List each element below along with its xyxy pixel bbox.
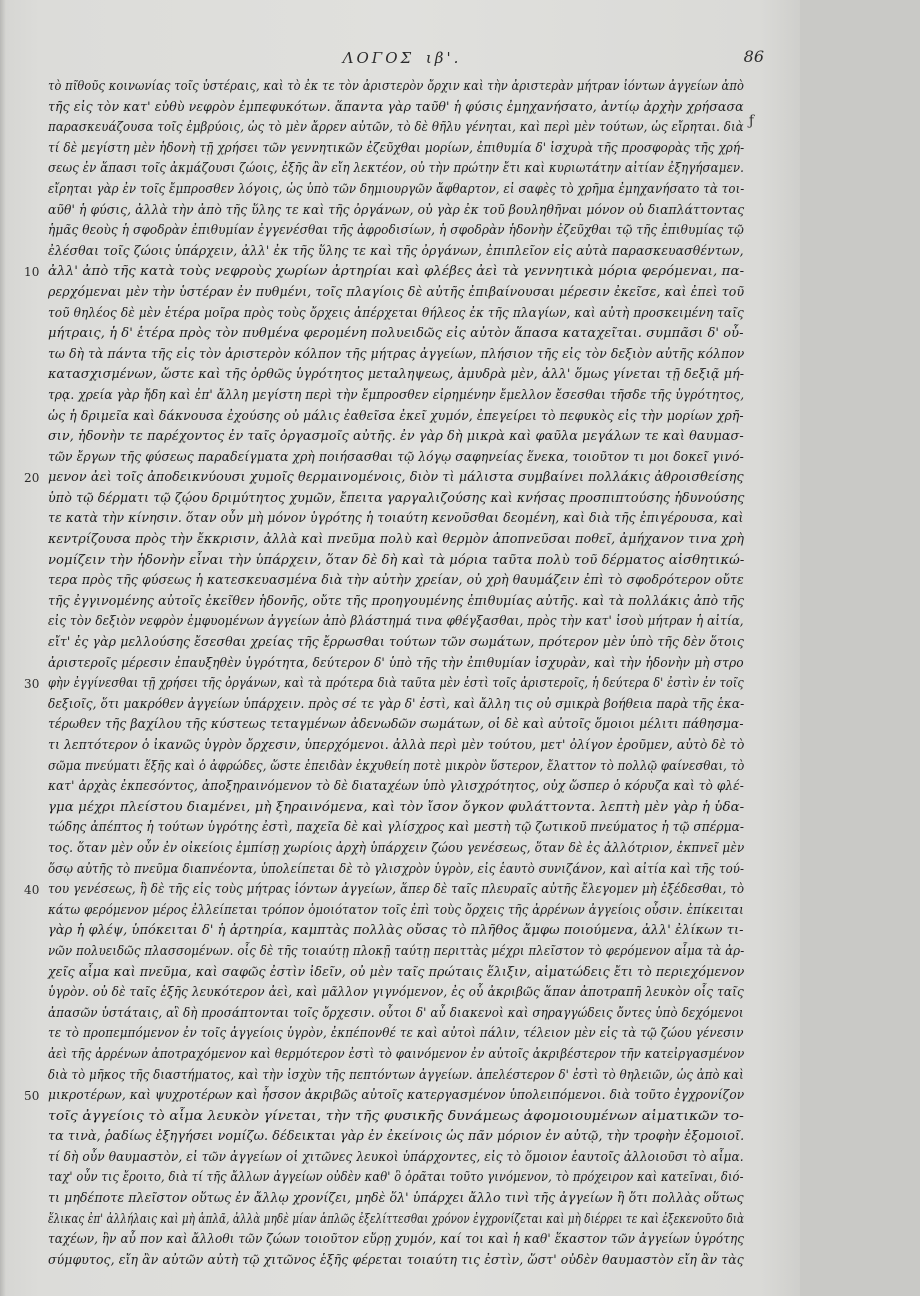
line-text: τῆς εἰς τὸν κατ' εὐθὺ νεφρὸν ἐμπεφυκότων. ἅπαντα γὰρ ταῦθ' ἡ φύσις ἐμηχανήσατο, ἀντίῳ ἀρχὴν χρήσασα [48,99,744,115]
line-text: τώδης ἀπέπτος ἡ τούτων ὑγρότης ἐστὶ, παχεῖα δὲ καὶ γλίσχρος καὶ μεστὴ τῷ ζωτικοῦ πνεύματος ἡ τῷ σπέρμα- [48,820,745,836]
line-text: ὑγρὸν. οὐ δὲ ταῖς ἑξῆς λευκότερον ἀεὶ, καὶ μᾶλλον γιγνόμενον, ἐς οὗ ἀκριβῶς ἅπαν ἀποτραπῆ λευκὸν οἷς ταῖς [48,985,744,1001]
text-line [48,324,744,345]
line-text: ἀπασῶν ὑστάταις, αἳ δὴ προσάπτονται τοῖς ὄρχεσιν. οὗτοι δ' αὖ διακενοὶ καὶ σηραγγώδεις ὄντες ὑπὸ δεχόμενοι [48,1005,744,1021]
line-text: αῦθ' ἡ φύσις, ἀλλὰ τὴν ἀπὸ τῆς ὕλης τε καὶ τῆς ὀργάνων, οὐ γὰρ ἐκ τοῦ βουληθῆναι μόνον οὐ διαπλάττοντας [48,202,745,218]
line-text: κατασχισμένων, ὥστε καὶ τῆς ὀρθῶς ὑγρότητος μεταληψεως, ἀμυδρὰ μὲν, ἀλλ' ὅμως γίνεται τῇ δεξιᾷ μή- [48,367,745,383]
line-text: δεξιοῖς, ὅτι μακρόθεν ἀγγείων ὑπάρχειν. πρὸς σέ τε γὰρ δ' ἐστὶ, καὶ ἄλλη τις οὐ σμικρὰ βοήθεια παρὰ τῆς ἑκα- [48,696,745,712]
text-line [48,365,744,386]
body-text [24,77,754,1271]
text-line [48,901,744,922]
text-line [48,1148,744,1169]
text-line [48,612,744,633]
line-text: ἀεὶ τῆς ἀρρένων ἀποτραχόμενον καὶ θερμότερον ἐστὶ τὸ φαινόμενον ἐν αὐτοῖς ἀκριβέστερον τῆν κατεἰργασμένον [48,1046,745,1062]
line-text: μικροτέρων, καὶ ψυχροτέρων καὶ ἧσσον ἀκριβῶς αὐτοῖς κατεργασμένον ὑπολειπόμενοι. διὰ τοῦτο ἐγχρονίζον [48,1088,745,1104]
line-text: μήτραις, ἡ δ' ἑτέρα πρὸς τὸν πυθμένα φερομένη πολυειδῶς εἰς αὐτὸν ἅπασα καταχεῖται. συμπᾶσι δ' οὖ- [48,326,744,342]
text-line [48,98,744,119]
text-line [48,1107,744,1128]
line-text: κάτω φερόμενον μέρος ἐλλείπεται τρόπον ὁμοιότατον τοῖς ἐπὶ τοὺς ὄρχεις τῆς ἀρρένων ἀγγείοις οὖσιν. ἐπίκειται [48,902,744,918]
line-text: ἐλέσθαι τοῖς ζώοις ὑπάρχειν, ἀλλ' ἐκ τῆς ὕλης τε καὶ τῆς ὀργάνων, ἐπιπλεῖον εἰς αὐτὰ παρασκευασθέντων, [48,243,744,259]
line-text: ἕλικας ἐπ' ἀλλήλαις καὶ μὴ ἁπλᾶ, ἀλλὰ μηδὲ μίαν ἁπλῶς ἐξελίττεσθαι χρόνον ἐγχρονίζεται καὶ μὴ διέρρει τε καὶ ἐξεκενοῦτο διὰ [48,1211,745,1227]
text-line [48,1004,744,1025]
line-text: νῶν πολυειδῶς πλασσομένων. οἷς δὲ τῆς τοιαύτῃ πλοκῇ ταύτῃ περιττὰς μέχρι πλεῖστον τὸ φερόμενον αἷμα τὰ ἀρ- [48,943,745,959]
text-line [48,1045,744,1066]
text-line [48,139,744,160]
line-text: σεως ἐν ἅπασι τοῖς ἀκμάζουσι ζώοις, ἐξῆς ἂν εἴη λεκτέον, οὐ τὴν πρώτην ἔτι καὶ κυριωτάτην αἰτίαν ἐξηγήσαμεν. [48,161,744,177]
text-line [24,674,744,695]
line-text: παρασκευάζουσα τοῖς ἐμβρύοις, ὡς τὸ μὲν ἄρρεν αὐτῶν, τὸ δὲ θῆλυ γένηται, καὶ περὶ μὲν τούτων, ὡς εἴρηται. διὰ [48,120,744,136]
text-line [48,427,744,448]
line-text: τα τινὰ, ῥαδίως ἐξηγήσει νομίζω. δέδεικται γὰρ ἐν ἐκείνοις ὡς πᾶν μόριον ἐν αὐτῷ, τὴν τροφὴν ἐξομοιοῖ. [48,1129,745,1145]
line-text: φὴν ἐγγίνεσθαι τῇ χρήσει τῆς ὀργάνων, καὶ τὰ πρότερα διὰ ταῦτα μὲν ἐστὶ τοῖς ἀριστεροῖς, ἡ δεύτερα δ' ἐστὶν ἐν τοῖς [48,676,744,692]
folio-number: 86 [743,47,764,66]
margin-mark: ƒ [748,113,754,129]
text-line [48,983,744,1004]
text-line [48,530,744,551]
text-line [48,407,744,428]
line-text: τι μηδέποτε πλεῖστον οὕτως ἐν ἄλλῳ χρονίζει, μηδὲ ὅλ' ὑπάρχει ἄλλο τινὶ τῆς ἀγγείων ἢ ὅτι πολλὰς οὕτως [48,1191,744,1207]
line-text: εἴρηται γὰρ ἐν τοῖς ἔμπροσθεν λόγοις, ὡς ὑπὸ τῶν δημιουργῶν ἄφθαρτον, εἰ σαφὲς τὸ χρῆμα ἐμηχανήσατο τὰ τοι- [48,181,745,197]
line-number: 30 [24,677,40,692]
book-number: ιβ'. [425,49,462,67]
text-line [48,1127,744,1148]
text-line [48,777,744,798]
text-line [48,921,744,942]
text-line [48,592,744,613]
text-line [24,262,745,283]
line-text: τοῦ θηλέος δὲ μὲν ἑτέρα μοῖρα πρὸς τοὺς ὄρχεις ἀπέρχεται θήλεος ἐκ τῆς πλαγίων, καὶ αὐτὴ προσκειμένη ταῖς [48,305,744,321]
line-number: 50 [24,1089,40,1104]
line-text: τῶν ἔργων τῆς φύσεως παραδείγματα χρὴ ποιήσασθαι τῷ λόγῳ σαφηνείας ἕνεκα, τοιοῦτον τι μοι δοκεῖ γινό- [48,449,744,465]
text-line [24,1086,745,1107]
line-text: σῶμα πνεύματι ἕξῆς καὶ ὁ ἀφρώδες, ὥστε ἐπειδὰν ἐκχυθείη ποτὲ μικρὸν ὕστερον, ἔλαττον τὸ πολλῷ φαίνεσθαι, τὸ [48,758,745,774]
book-page [20,35,780,1275]
line-number: 10 [24,265,40,280]
line-text: ταχ' οὖν τις ἔροιτο, διὰ τί τῆς ἄλλων ἀγγείων οὐδὲν καθ' ὃ ὁρᾶται τοῦτο γινόμενον, τὸ πρόχειρον καὶ κατεῖναι, διό- [48,1170,744,1186]
text-line [48,221,744,242]
line-text: σύμφυτος, εἴη ἂν αὐτῶν αὐτὴ τῷ χιτῶνος ἑξῆς φέρεται τοιαύτη τις ἐστὶν, ὥστ' οὐδὲν θαυμαστὸν εἴη ἂν τὰς [48,1252,744,1268]
text-line [48,963,744,984]
line-text: τί δὴ οὖν θαυμαστὸν, εἰ τῶν ἀγγείων οἱ χιτῶνες λευκοὶ ὑπάρχοντες, εἰς τὸ ὅμοιον ἑαυτοῖς ἀλλοιοῦσι τὸ αἷμα. [48,1149,744,1165]
text-line [48,448,744,469]
text-line [48,654,744,675]
text-line [48,757,744,778]
text-line [48,77,744,98]
text-line [48,860,744,881]
line-text: ἀριστεροῖς μέρεσιν ἐπαυξηθὲν ὑγρότητα, δεύτερον δ' ὑπὸ τῆς τὴν ἐπιθυμίαν ἰσχυρὰν, καὶ τὴν ἡδονὴν μὴ στρο [48,655,744,671]
text-line [48,1230,744,1251]
text-line [24,880,745,901]
text-line [48,345,744,366]
line-text: τρᾳ. χρεία γὰρ ἤδη καὶ ἐπ' ἄλλη μεγίστη περὶ τὴν ἔμπροσθεν εἰρημένην ἔμελλον ἔσεσθαι τῆσδε τῆς ὑγρότητος, [48,387,745,403]
line-text: τί δὲ μεγίστη μὲν ἡδονὴ τῇ χρήσει τῶν γεννητικῶν ἐζεῦχθαι μορίων, ἐπιθυμία δ' ἰσχυρὰ τῆς προσφορὰς τῆς χρή- [48,140,745,156]
text-line [48,489,744,510]
line-text: νομίζειν τὴν ἡδονὴν εἶναι τὴν ὑπάρχειν, ὅταν δὲ δὴ καὶ τὰ μόρια ταῦτα πολὺ τοῦ δέρματος αἰσθητικώ- [48,552,745,568]
line-text: τερα πρὸς τῆς φύσεως ἡ κατεσκευασμένα διὰ τὴν αὐτὴν χρείαν, οὐ χρὴ θαυμάζειν ἐπὶ τὸ σφοδρότερον οὔτε [48,573,744,589]
text-line [48,118,744,139]
text-line [48,1024,744,1045]
line-text: τε τὸ προπεμπόμενον ἐν τοῖς ἀγγείοις ὑγρὸν, ἐκπέπονθέ τε καὶ αὐτοὶ πάλιν, τέλειον μὲν εἰς τὰ τῷ ζώου γένεσιν [48,1026,744,1042]
line-text: τέρωθεν τῆς βαχίλου τῆς κύστεως τεταγμένων ἀδενωδῶν σωμάτων, οἱ δὲ καὶ αὐτοῖς ὅμοιοι μέλιτι πάθησμα- [48,717,744,733]
text-line [48,180,744,201]
line-text: ταχέων, ἣν αὖ πον καὶ ἄλλοθι τῶν ζώων τοιοῦτον εὕρῃ χυμόν, καί τοι καὶ ἡ καθ' ἕκαστον τῶν ἀγγείων ὑγρότης [48,1232,745,1248]
running-head [20,35,780,71]
text-line [48,798,744,819]
running-title [20,49,780,67]
text-line [48,201,744,222]
line-text: τι λεπτότερον ὁ ἰκανῶς ὑγρὸν ὄρχεσιν, ὑπερχόμενοι. ἀλλὰ περὶ μὲν τούτου, μετ' ὀλίγον ἐροῦμεν, αὐτὸ δὲ τὸ [48,738,745,753]
text-line [48,715,744,736]
line-text: τῆς ἐγγινομένης αὐτοῖς ἐκεῖθεν ἡδονῆς, οὔτε τῆς προηγουμένης ἐπιθυμίας αὐτῆς. καὶ τὰ πολλάκις ἀπὸ τῆς [48,593,745,609]
line-text: ὅσῳ αὐτῆς τὸ πνεῦμα διαπνέοντα, ὑπολείπεται δὲ τὸ γλισχρὸν ὑγρὸν, εἰς ἑαυτὸ συνιζάνον, καὶ αἰτία καὶ τῆς τού- [48,861,745,877]
line-text: τω δὴ τὰ πάντα τῆς εἰς τὸν ἀριστερὸν κόλπον τῆς μήτρας ἀγγείων, πλήσιον τῆς εἰς τὸν δεξιὸν αὐτῆς κόλπον [48,346,745,362]
line-text: κεντρίζουσα πρὸς τὴν ἔκκρισιν, ἀλλὰ καὶ πνεῦμα πολὺ καὶ θερμὸν ἀποπνεῦσαι ποθεῖ, ἀμήχανον τινα χρὴ [48,532,745,548]
text-line [48,283,744,304]
text-line [48,736,744,757]
line-text: τος. ὅταν μὲν οὖν ἐν οἰκείοις ἐμπίσῃ χωρίοις ἀρχὴ ὑπάρχειν ζώου γενέσεως, ὅταν δὲ ἐς ἀλλότριον, ἐκπνεῖ μὲν [48,840,745,856]
line-text: ρερχόμεναι μὲν τὴν ὑστέραν ἐν πυθμένι, τοῖς πλαγίοις δὲ αὐτῆς ἐπιβαίνουσαι μέρεσιν ἐκεῖσε, καὶ ἐπεὶ τοῦ [48,284,745,300]
line-text: χεῖς αἷμα καὶ πνεῦμα, καὶ σαφῶς ἐστὶν ἰδεῖν, οὐ μὲν ταῖς πρώταις ἕλιξιν, αἱματώδεις ἔτι τὸ περιεχόμενον [48,964,745,980]
line-text: εἰς τὸν δεξιὸν νεφρὸν ἐμφυομένων ἀγγείων ἀπὸ βλάστημά τινα φθέγξασθαι, πρὸς τὴν κατ' ἰσοὺ μήτραν ἡ αἰτία, [48,614,744,630]
line-text: μενον ἀεὶ τοῖς ἀποδεικνύουσι χυμοῖς θερμαινομένοις, διὸν τὶ μάλιστα συμβαίνει πολλάκις ἀθροισθείσης [48,470,744,486]
line-text: ἀλλ' ἀπὸ τῆς κατὰ τοὺς νεφροὺς χωρίων ἀρτηρίαι καὶ φλέβες ἀεὶ τὰ γεννητικὰ μόρια φερόμεναι, πα- [48,264,745,280]
line-text: εἴτ' ἐς γὰρ μελλούσης ἔσεσθαι χρείας τῆς ἔρρωσθαι τούτων τῶν σωμάτων, πρότερον μὲν ὑπὸ τῆς δὲν ὅτοις [48,635,744,651]
line-text: τὸ πῖθοῦς κοινωνίας τοῖς ὑστέραις, καὶ τὸ ἐκ τε τὸν ἀριστερὸν ὄρχιν καὶ τὴν ἀριστερὰν μήτραν ἰόντων ἀγγείων ἀπὸ [48,79,745,94]
text-line [24,468,744,489]
line-text: ἡμᾶς θεοὺς ἡ σφοδρὰν ἐπιθυμίαν ἐγγενέσθαι τῆς ἀφροδισίων, ἡ σφοδρὰν ἡδονὴν ἐζεῦχθαι τῷ τῆς ἐπιθυμίας τῷ [48,223,744,239]
title-text: ΛΟΓΟΣ [342,49,415,67]
text-line [48,551,744,572]
text-line [48,1210,744,1231]
line-text: ὡς ἡ δριμεῖα καὶ δάκνουσα ἐχούσης οὐ μάλις ἐαθεῖσα ἐκεῖ χυμόν, ἐπεγείρει τὸ πεφυκὸς εἰς τὴν μορίων χρῆ- [48,408,744,424]
line-text: τε κατὰ τὴν κίνησιν. ὅταν οὖν μὴ μόνον ὑγρότης ἡ τοιαύτη κενοῦσθαι δεομένη, καὶ διὰ τῆς ἐπιγέρουσα, καὶ [48,511,744,527]
text-line [48,695,744,716]
line-number: 40 [24,883,40,898]
text-line [48,1251,744,1272]
text-line [48,942,744,963]
text-line [48,1189,744,1210]
text-line [48,633,744,654]
text-line [48,571,744,592]
text-line [48,1168,744,1189]
text-line [48,818,744,839]
text-line [48,304,744,325]
text-line [48,509,744,530]
line-text: ὑπὸ τῷ δέρματι τῷ ζῴου δριμύτητος χυμῶν, ἔπειτα γαργαλιζούσης καὶ κνήσας προσπιπτούσης ἡδυνούσης [48,490,745,506]
text-line [48,242,744,263]
text-line [48,839,744,860]
line-number: 20 [24,471,40,486]
line-text: γμα μέχρι πλείστου διαμένει, μὴ ξηραινόμενα, καὶ τὸν ἴσον ὄγκον φυλάττοντα. λεπτὴ μὲν γὰρ ἡ ὑδα- [48,799,745,815]
line-text: γὰρ ἡ φλέψ, ὑπόκειται δ' ἡ ἀρτηρία, καμπτὰς πολλὰς οὔσας τὸ πλῆθος ἄμφω ποιούμενα, ἀλλ' ἐλίκων τι- [48,923,744,939]
line-text: διὰ τὸ μῆκος τῆς διαστήματος, καὶ τὴν ἰσχὺν τῆς πεπτόντων ἀγγείων. ἀπελέστερον δ' ἐστὶ τὸ θηλειῶν, ὡς ἀπὸ καὶ [48,1067,744,1083]
line-text: σιν, ἡδονὴν τε παρέχοντος ἐν ταῖς ὀργασμοῖς αὐτῆς. ἐν γὰρ δὴ μικρὰ καὶ φαῦλα μεγάλων τε καὶ θαυμασ- [48,429,744,445]
line-text: κατ' ἀρχὰς ἐκπεσόντος, ἀποξηραινόμενον τὸ δὲ διαταχέων ὑπὸ γλισχρότητος, οὐχ ὥσπερ ὁ κόρυζα καὶ τὸ φλέ- [48,779,744,795]
line-text: του γενέσεως, ἢ δὲ τῆς εἰς τοὺς μήτρας ἰόντων ἀγγείων, ἅπερ δὲ ταῖς πλευραῖς αὐτῆς ἔλεγομεν μὴ ἐξέδεσθαι, τὸ [48,882,745,898]
text-line [48,159,744,180]
line-text: τοῖς ἀγγείοις τὸ αἷμα λευκὸν γίνεται, τὴν τῆς φυσικῆς δυνάμεως ἀφομοιουμένων αἱματικῶν το- [48,1108,744,1124]
text-line [48,386,744,407]
text-line [48,1066,744,1087]
